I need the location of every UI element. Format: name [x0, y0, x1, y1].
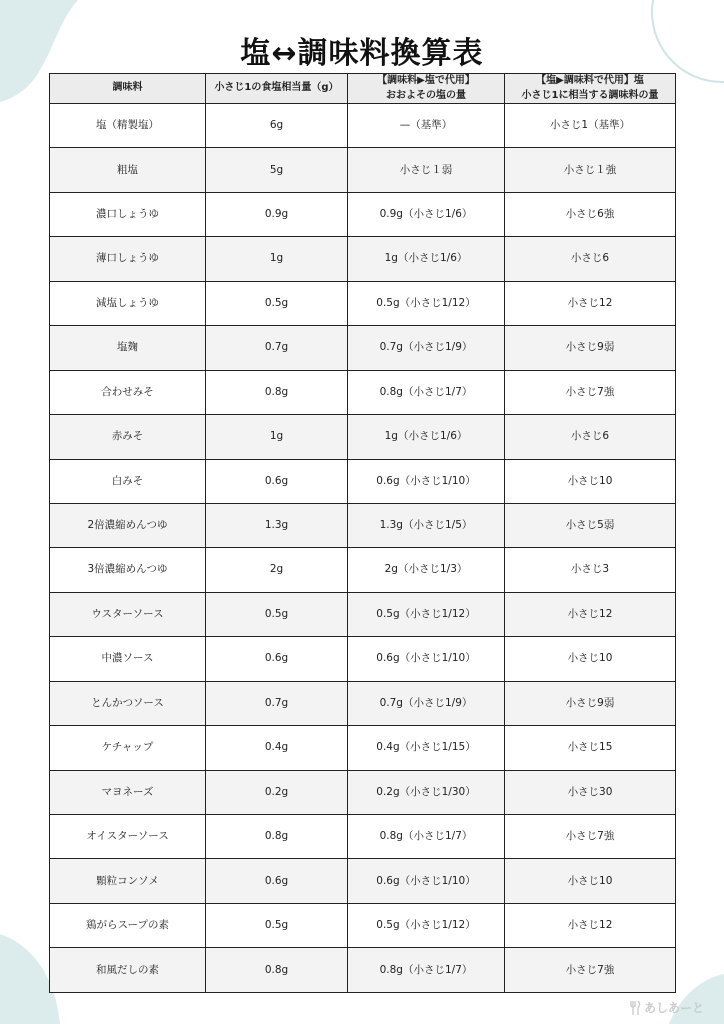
- conversion-table: [49, 73, 676, 993]
- table-row: [50, 903, 676, 947]
- cell-seasoning-amount: 小さじ10: [505, 637, 676, 681]
- cell-salt-amount: 0.5g（小さじ1/12）: [348, 592, 505, 636]
- cell-salt-equivalent: 0.8g: [206, 370, 348, 414]
- cell-salt-equivalent: 0.8g: [206, 815, 348, 859]
- cell-seasoning-amount: 小さじ12: [505, 592, 676, 636]
- cell-salt-amount: 1.3g（小さじ1/5）: [348, 503, 505, 547]
- cell-seasoning: 白みそ: [50, 459, 206, 503]
- cell-salt-equivalent: 0.5g: [206, 281, 348, 325]
- cell-salt-amount: 0.9g（小さじ1/6）: [348, 192, 505, 236]
- header-seasoning: 調味料: [50, 74, 206, 104]
- cell-seasoning-amount: 小さじ6: [505, 237, 676, 281]
- cell-salt-amount: 0.6g（小さじ1/10）: [348, 859, 505, 903]
- cell-salt-amount: 1g（小さじ1/6）: [348, 237, 505, 281]
- brand-name: あしあーと: [643, 1001, 704, 1015]
- cell-seasoning-amount: 小さじ1（基準）: [505, 104, 676, 148]
- table-row: [50, 370, 676, 414]
- cell-salt-equivalent: 0.9g: [206, 192, 348, 236]
- table-row: [50, 948, 676, 993]
- cell-salt-equivalent: 1.3g: [206, 503, 348, 547]
- cell-seasoning-amount: 小さじ6: [505, 415, 676, 459]
- cell-salt-equivalent: 5g: [206, 148, 348, 192]
- cell-seasoning: 2倍濃縮めんつゆ: [50, 503, 206, 547]
- cell-seasoning-amount: 小さじ15: [505, 726, 676, 770]
- table-row: [50, 415, 676, 459]
- cell-seasoning-amount: 小さじ9弱: [505, 681, 676, 725]
- table-row: [50, 503, 676, 547]
- cell-seasoning: 鶏がらスープの素: [50, 903, 206, 947]
- cell-seasoning: 赤みそ: [50, 415, 206, 459]
- cell-seasoning: 薄口しょうゆ: [50, 237, 206, 281]
- cell-salt-amount: 小さじ１弱: [348, 148, 505, 192]
- cell-seasoning: オイスターソース: [50, 815, 206, 859]
- cell-salt-equivalent: 0.6g: [206, 459, 348, 503]
- cell-seasoning: 濃口しょうゆ: [50, 192, 206, 236]
- table-header-row: [50, 74, 676, 104]
- table-row: [50, 592, 676, 636]
- cell-seasoning: 塩（精製塩）: [50, 104, 206, 148]
- cell-salt-equivalent: 0.6g: [206, 859, 348, 903]
- cell-salt-amount: 0.5g（小さじ1/12）: [348, 281, 505, 325]
- cell-salt-equivalent: 0.8g: [206, 948, 348, 993]
- cell-salt-amount: 0.7g（小さじ1/9）: [348, 681, 505, 725]
- cell-salt-amount: 2g（小さじ1/3）: [348, 548, 505, 592]
- table-row: [50, 548, 676, 592]
- table-row: [50, 148, 676, 192]
- page-title: 塩↔調味料換算表: [240, 36, 484, 71]
- cell-seasoning: とんかつソース: [50, 681, 206, 725]
- cell-seasoning-amount: 小さじ30: [505, 770, 676, 814]
- cell-seasoning-amount: 小さじ１強: [505, 148, 676, 192]
- cell-salt-equivalent: 2g: [206, 548, 348, 592]
- cell-seasoning: 粗塩: [50, 148, 206, 192]
- cell-seasoning: 顆粒コンソメ: [50, 859, 206, 903]
- header-salt-equivalent: 小さじ1の食塩相当量（g）: [206, 74, 348, 104]
- cell-salt-equivalent: 0.7g: [206, 326, 348, 370]
- cell-seasoning: 和風だしの素: [50, 948, 206, 993]
- cell-salt-amount: 0.8g（小さじ1/7）: [348, 948, 505, 993]
- cell-salt-amount: 0.7g（小さじ1/9）: [348, 326, 505, 370]
- cell-salt-amount: 0.4g（小さじ1/15）: [348, 726, 505, 770]
- table-row: [50, 459, 676, 503]
- cell-salt-equivalent: 0.5g: [206, 592, 348, 636]
- cell-seasoning-amount: 小さじ3: [505, 548, 676, 592]
- cell-seasoning-amount: 小さじ10: [505, 459, 676, 503]
- cell-salt-amount: 1g（小さじ1/6）: [348, 415, 505, 459]
- cell-salt-equivalent: 0.6g: [206, 637, 348, 681]
- table-row: [50, 726, 676, 770]
- table-row: [50, 770, 676, 814]
- table-row: [50, 237, 676, 281]
- fork-knife-icon: [629, 1001, 641, 1015]
- cell-salt-amount: 0.6g（小さじ1/10）: [348, 637, 505, 681]
- cell-salt-amount: 0.8g（小さじ1/7）: [348, 370, 505, 414]
- cell-salt-equivalent: 0.4g: [206, 726, 348, 770]
- cell-salt-amount: 0.5g（小さじ1/12）: [348, 903, 505, 947]
- header-seasoning-to-salt: 【調味料▶塩で代用】 おおよその塩の量: [348, 74, 505, 104]
- cell-seasoning-amount: 小さじ7強: [505, 370, 676, 414]
- table-row: [50, 815, 676, 859]
- cell-seasoning: ウスターソース: [50, 592, 206, 636]
- table-row: [50, 859, 676, 903]
- cell-salt-equivalent: 0.7g: [206, 681, 348, 725]
- cell-salt-amount: —（基準）: [348, 104, 505, 148]
- cell-salt-equivalent: 1g: [206, 415, 348, 459]
- cell-seasoning: マヨネーズ: [50, 770, 206, 814]
- cell-salt-equivalent: 6g: [206, 104, 348, 148]
- header-salt-to-seasoning: 【塩▶調味料で代用】塩 小さじ1に相当する調味料の量: [505, 74, 676, 104]
- cell-salt-equivalent: 0.2g: [206, 770, 348, 814]
- cell-salt-amount: 0.6g（小さじ1/10）: [348, 459, 505, 503]
- cell-seasoning-amount: 小さじ7強: [505, 815, 676, 859]
- cell-seasoning-amount: 小さじ12: [505, 281, 676, 325]
- cell-seasoning-amount: 小さじ10: [505, 859, 676, 903]
- cell-salt-amount: 0.2g（小さじ1/30）: [348, 770, 505, 814]
- cell-seasoning: 合わせみそ: [50, 370, 206, 414]
- cell-salt-equivalent: 1g: [206, 237, 348, 281]
- cell-seasoning-amount: 小さじ6強: [505, 192, 676, 236]
- cell-seasoning: ケチャップ: [50, 726, 206, 770]
- cell-seasoning: 3倍濃縮めんつゆ: [50, 548, 206, 592]
- table-row: [50, 637, 676, 681]
- table-row: [50, 192, 676, 236]
- cell-salt-equivalent: 0.5g: [206, 903, 348, 947]
- cell-seasoning-amount: 小さじ7強: [505, 948, 676, 993]
- cell-seasoning: 中濃ソース: [50, 637, 206, 681]
- cell-seasoning-amount: 小さじ12: [505, 903, 676, 947]
- cell-seasoning-amount: 小さじ9弱: [505, 326, 676, 370]
- cell-seasoning: 減塩しょうゆ: [50, 281, 206, 325]
- table-row: [50, 281, 676, 325]
- cell-salt-amount: 0.8g（小さじ1/7）: [348, 815, 505, 859]
- cell-seasoning: 塩麹: [50, 326, 206, 370]
- table-row: [50, 681, 676, 725]
- cell-seasoning-amount: 小さじ5弱: [505, 503, 676, 547]
- table-row: [50, 326, 676, 370]
- brand-logo: [629, 999, 704, 1016]
- table-row: [50, 104, 676, 148]
